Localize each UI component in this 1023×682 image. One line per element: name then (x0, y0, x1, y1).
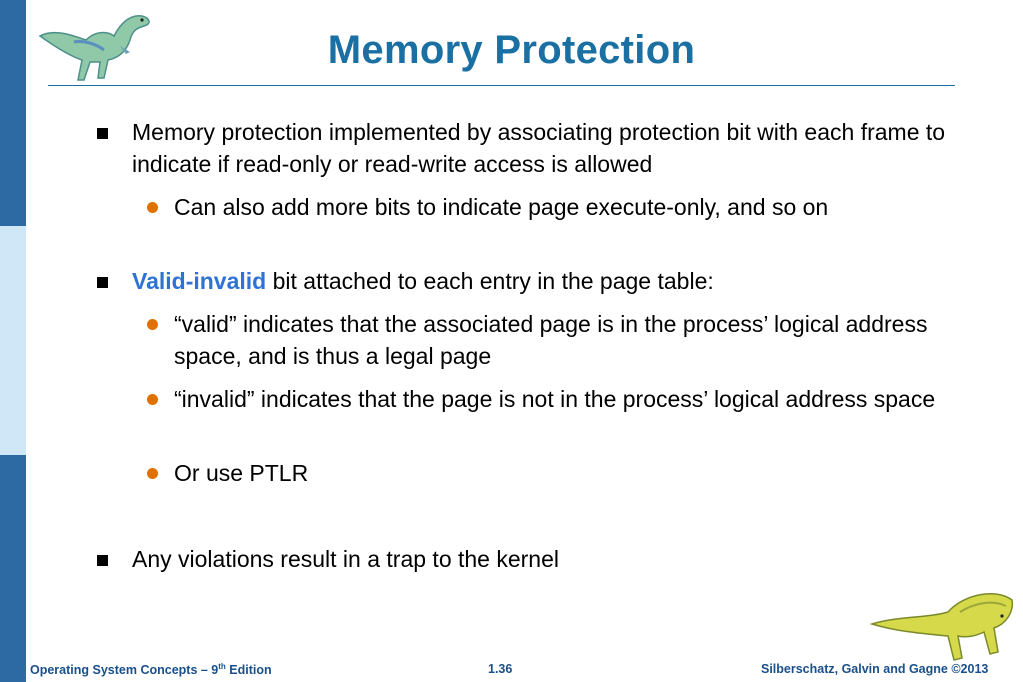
square-bullet-icon (97, 555, 108, 566)
footer-authors: Silberschatz, Galvin and Gagne ©2013 (761, 662, 989, 676)
sub-bullet-text: Can also add more bits to indicate page execute-only, and so on (174, 194, 829, 220)
circle-bullet-icon (147, 202, 158, 213)
sub-bullet-text: “invalid” indicates that the page is not in the process’ logical address space (174, 386, 936, 412)
dinosaur-logo-bottom (868, 582, 1016, 667)
square-bullet-icon (97, 128, 108, 139)
footer-page-number: 1.36 (488, 662, 513, 676)
sub-bullet-text: “valid” indicates that the associated page is in the process’ logical address space, and is thus a legal page (174, 311, 928, 369)
bullet-text-valid-invalid (132, 265, 952, 297)
circle-bullet-icon (147, 319, 158, 330)
bullet-text: Memory protection implemented by associating protection bit with each frame to indicate if read-only or read-write access is allowed (132, 119, 946, 177)
bullet-text: Any violations result in a trap to the kernel (132, 546, 560, 572)
circle-bullet-icon (147, 468, 158, 479)
bullet-text: bit attached to each entry in the page table: (266, 268, 714, 294)
sub-bullet-text: Or use PTLR (174, 460, 309, 486)
circle-bullet-icon (147, 394, 158, 405)
square-bullet-icon (97, 277, 108, 288)
page-title: Memory Protection (327, 28, 696, 72)
footer-book-title: Operating System Concepts – 9th Edition (30, 662, 272, 678)
highlighted-term: Valid-invalid (132, 268, 267, 294)
